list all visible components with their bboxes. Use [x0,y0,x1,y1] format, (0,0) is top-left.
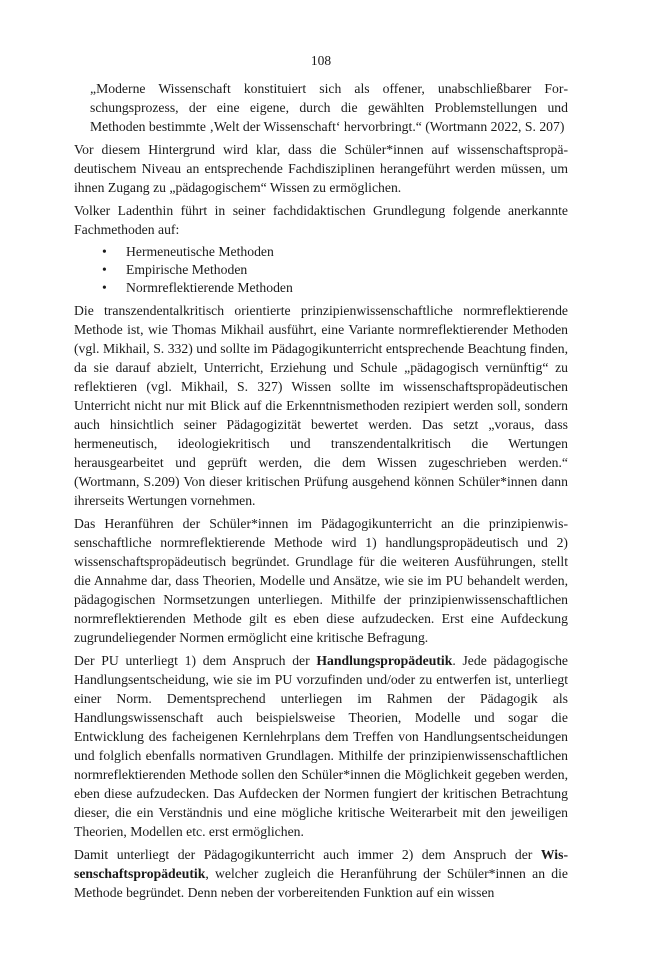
bullet-icon: • [102,262,107,277]
bullet-icon: • [102,244,107,259]
paragraph-action-propaedeutics [74,651,568,841]
text-run: Damit unterliegt der Pädagogikunterricht auch immer 2) dem Anspruch der [74,847,541,862]
list-item-label: Normreflektierende Methoden [126,280,293,295]
bullet-icon: • [102,280,107,295]
block-quote: „Moderne Wissenschaft konstituiert sich als offener, unabschließbarer Forschungsprozess, der eine eigene, durch die gewählten Problemstellungen und Methoden bestimmte ‚Welt der Wissenschaft‘ hervorbringt.“ (Wortmann 2022, S. 207) [90,81,568,134]
page-body [74,79,568,906]
list-item-label: Empirische Methoden [126,262,248,277]
text-run: . Jede pädagogische Handlungsentscheidung, wie sie im PU vorzufinden und/oder zu entwerfen ist, unterliegt einer Norm. Dementsprechend unterliegen im Rahmen der Pädagogik als Handlungswissenschaft auch beispielsweise Theorien, Modelle und sogar die Entwicklung des facheigenen Kernlehrplans dem Treffen von Handlungsentscheidungen und folglich ebenfalls normativen Grundlagen. Mithilfe der prinzipienwissenschaftlichen normreflektierenden Methode sollen den Schüler*innen die Möglichkeit gegeben werden, eben diese aufzudecken. Das Aufdecken der Normen fungiert der kritischen Betrachtung dieser, die ein Verständnis und eine mögliche kritische Weiterarbeit mit den jeweiligen Theorien, Modellen etc. erst ermöglichen. [74,653,568,839]
paragraph-ladenthin: Volker Ladenthin führt in seiner fachdidaktischen Grundlegung folgende anerkannte Fachmethoden auf: [74,203,568,237]
list-item-label: Hermeneutische Methoden [126,244,274,259]
bold-term: Wissenschaftspropädeutik [74,847,568,881]
list-item [102,261,568,279]
paragraph-context: Vor diesem Hintergrund wird klar, dass die Schüler*innen auf wissenschaftspropädeutischem Niveau an entsprechende Fachdisziplinen herangeführt werden müssen, um ihnen Zugang zu „pädagogischem“ Wissen zu ermöglichen. [74,142,568,195]
paragraph-science-propaedeutics [74,845,568,902]
methods-list [74,243,568,297]
page-number: 108 [310,53,332,68]
paragraph-transcendental-method: Die transzendentalkritisch orientierte prinzipienwissenschaftliche normreflektierende Methode ist, wie Thomas Mikhail ausführt, eine Variante normreflektierender Methoden (vgl. Mikhail, S. 332) und sollte im Pädagogikunterricht entsprechende Beachtung finden, da sie darauf abzielt, Unterricht, Erziehung und Schule „pädagogisch vernünftig“ zu reflektieren (vgl. Mikhail, S. 327) Wissen sollte im wissenschaftspropädeutischen Unterricht nicht nur mit Blick auf die Erkenntnismethoden rezipiert werden soll, sondern auch hinsichtlich seiner Pädagogizität bewertet werden. Das setzt „voraus, dass hermeneutisch, ideologiekritisch und transzendentalkritisch die Wertungen herausgearbeitet und geprüft werden, die dem Wissen zugeschrieben werden.“ (Wortmann, S.209) Von dieser kritischen Prüfung ausgehend können Schüler*innen dann ihrerseits Wertungen vornehmen. [74,303,568,508]
paragraph-introduction-method: Das Heranführen der Schüler*innen im Pädagogikunterricht an die prinzipienwissenschaftliche normreflektierende Methode wird 1) handlungspropädeutisch und 2) wissenschaftspropädeutisch begründet. Grundlage für die weiteren Ausführungen, stellt die Annahme dar, dass Theorien, Modelle und Ansätze, wie sie im PU behandelt werden, pädagogischen Normsetzungen unterliegen. Mithilfe der prinzipienwissenschaftlichen normreflektierenden Methode gilt es eben diese aufzudecken. Erst eine Aufdeckung zugrundeliegender Normen ermöglicht eine kritische Befragung. [74,516,568,645]
list-item [102,279,568,297]
list-item [102,243,568,261]
bold-term: Handlungspropädeutik [316,653,453,668]
text-run: , welcher zugleich die Heranführung der Schüler*innen an die Methode begründet. Denn neben der vorbereitenden Funktion auf ein wissen [74,866,568,900]
text-run: Der PU unterliegt 1) dem Anspruch der [74,653,317,668]
